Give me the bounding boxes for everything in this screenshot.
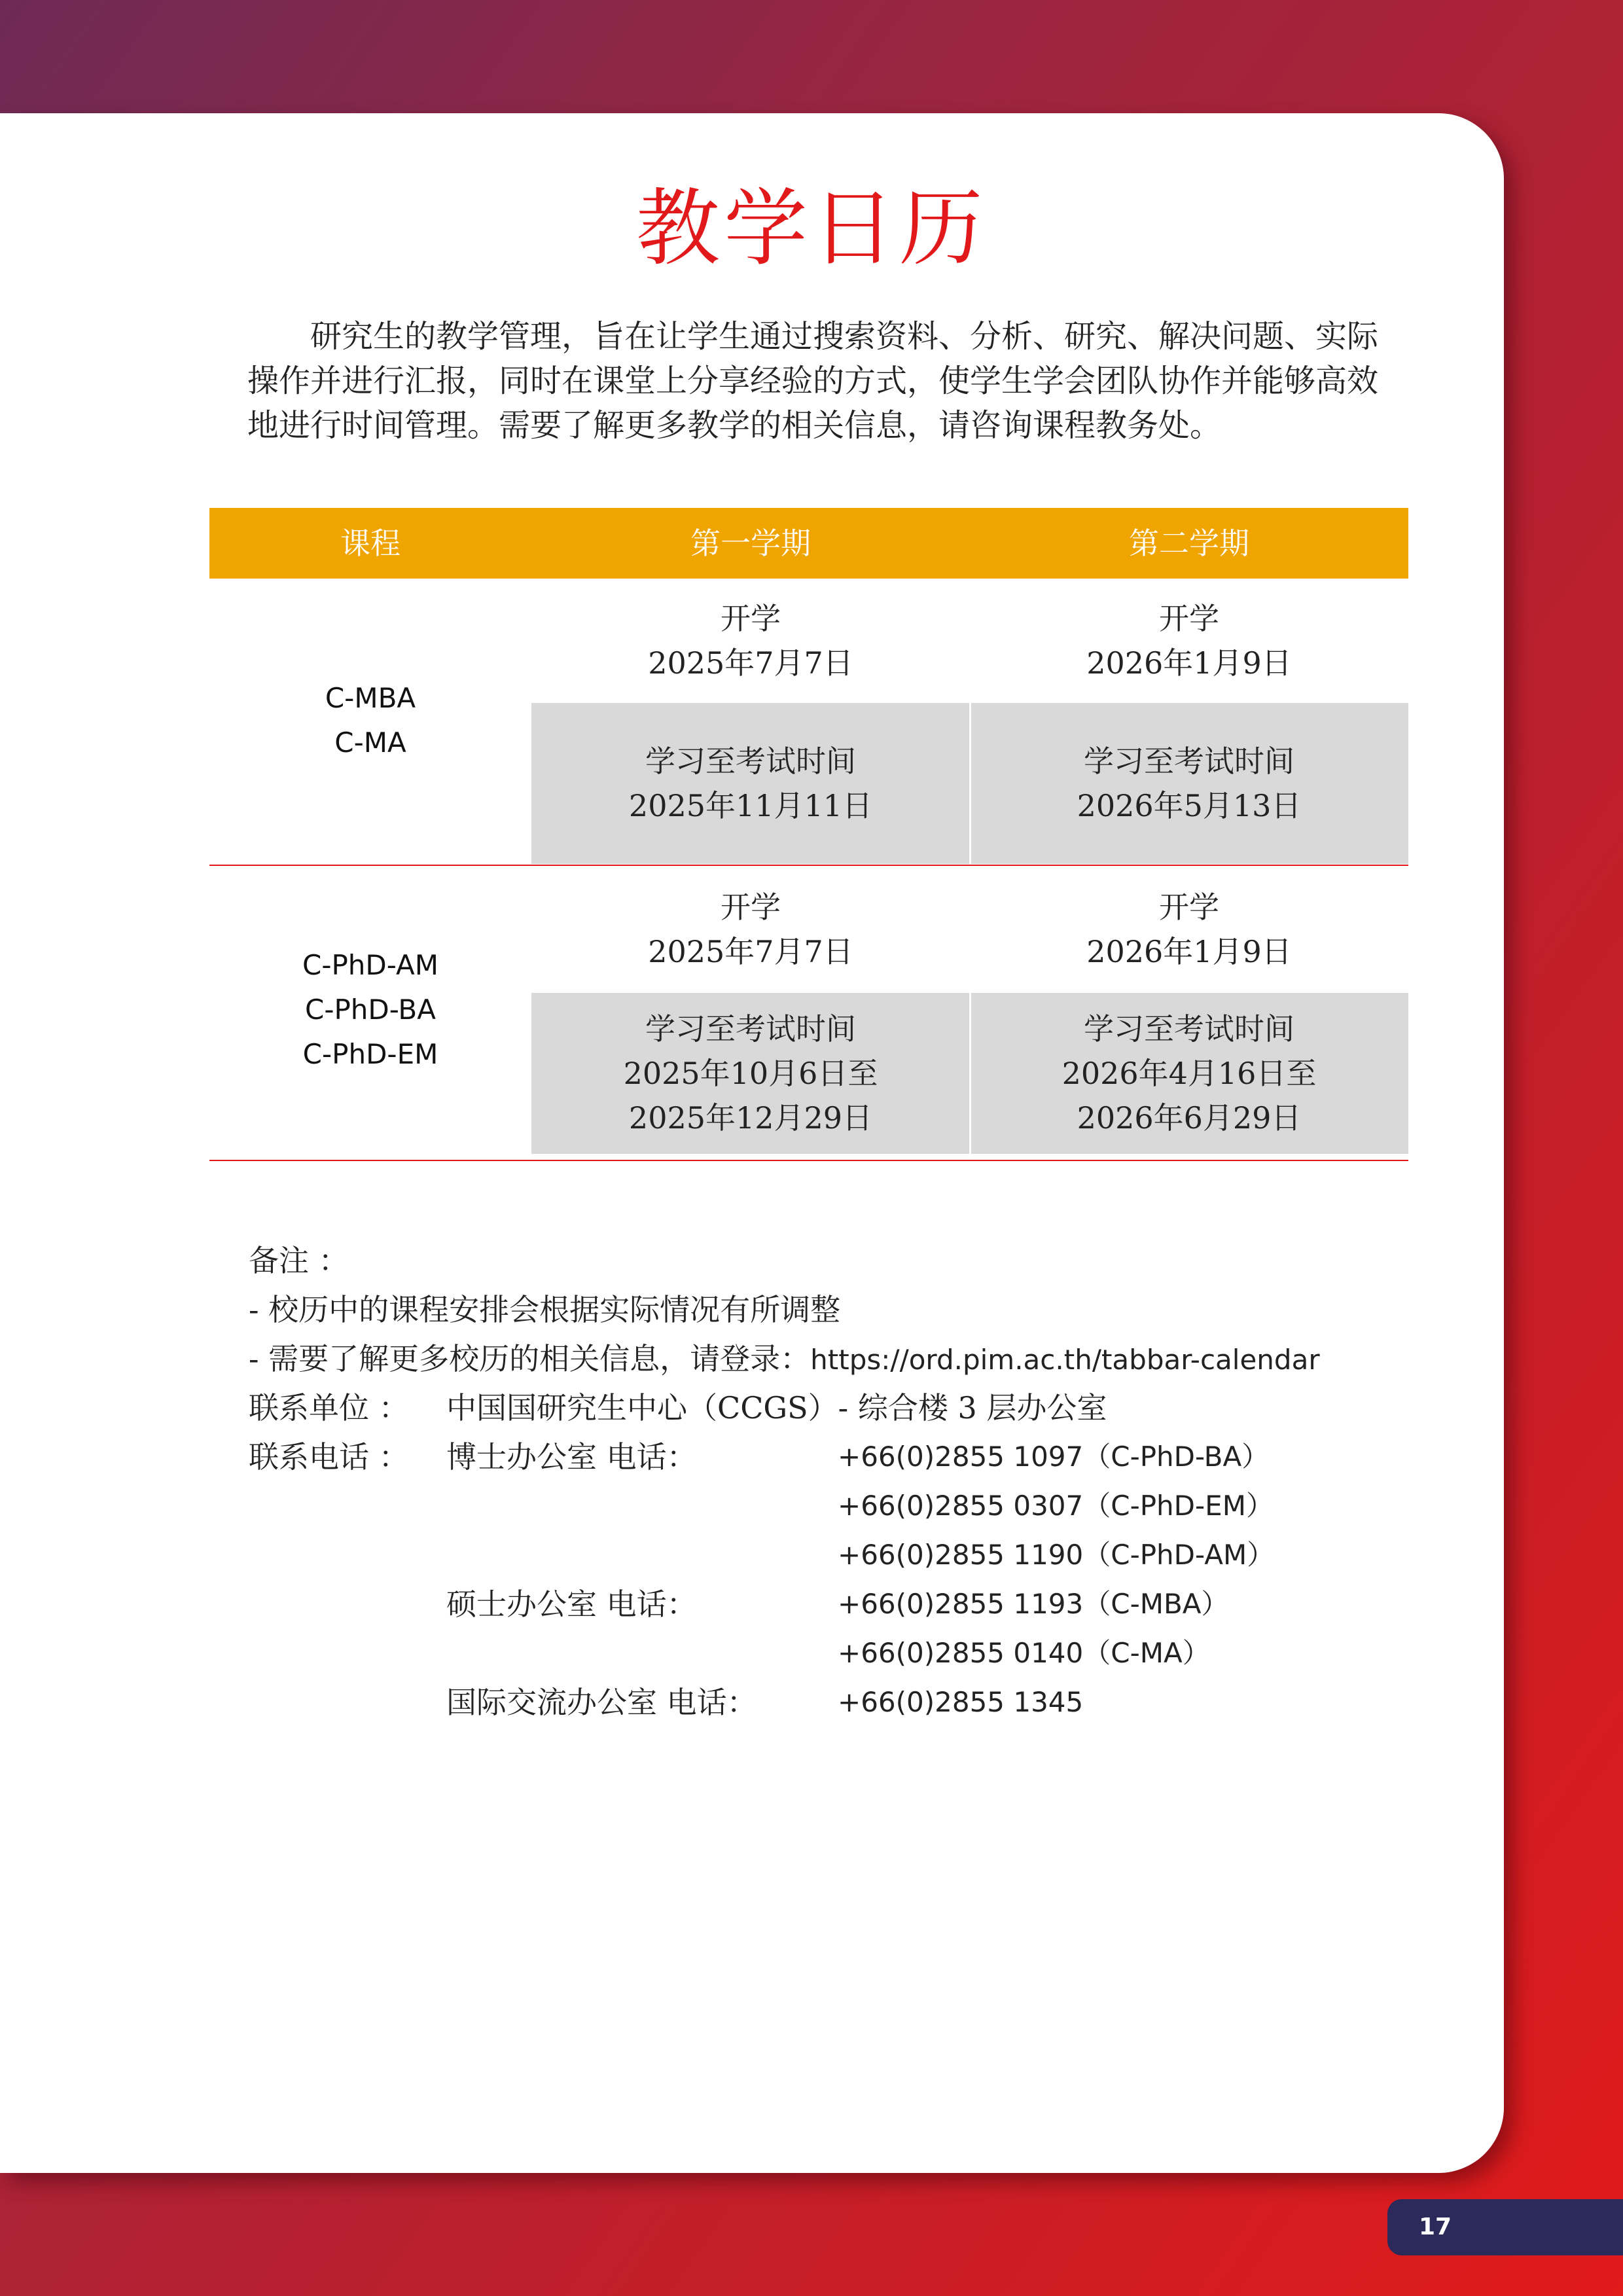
table-header [209, 508, 1408, 579]
study-date: 2025年11月11日 [628, 788, 873, 823]
phone-number: +66(0)2855 1345 [838, 1686, 1084, 1718]
start-label: 开学 [721, 889, 781, 925]
office-name: 国际交流办公室 电话： [446, 1685, 757, 1720]
intro-text: 研究生的教学管理，旨在让学生通过搜索资料、分析、研究、解决问题、实际操作并进行汇报，同时在课堂上分享经验的方式，使学生学会团队协作并能够高效地进行时间管理。需要了解更多教学的相关信息，请咨询课程教务处。 [247, 318, 1379, 444]
page-title: 教学日历 [635, 180, 987, 278]
start-cell [970, 866, 1408, 993]
note-item: - 校历中的课程安排会根据实际情况有所调整 [249, 1292, 841, 1327]
program-cell [209, 579, 531, 863]
contact-unit-label: 联系单位 ： [249, 1390, 409, 1426]
calendar-link[interactable]: https://ord.pim.ac.th/tabbar-calendar [810, 1344, 1320, 1376]
office-name: 硕士办公室 电话： [446, 1587, 697, 1622]
study-date: 2026年5月13日 [1077, 788, 1302, 823]
start-date: 2026年1月9日 [1086, 934, 1292, 969]
start-label: 开学 [721, 601, 781, 636]
start-cell [531, 579, 970, 703]
study-cell [531, 703, 970, 864]
contact-phone-label: 联系电话 ： [249, 1439, 409, 1475]
row-divider [209, 1160, 1408, 1161]
program-cell [209, 866, 531, 1154]
office-name: 博士办公室 电话： [446, 1439, 697, 1475]
study-cell [531, 993, 970, 1154]
start-date: 2025年7月7日 [648, 934, 853, 969]
study-date: 2025年10月6日至 [623, 1056, 878, 1091]
study-date: 2026年6月29日 [1077, 1100, 1302, 1136]
start-cell [970, 579, 1408, 703]
notes-heading: 备注 ： [249, 1243, 349, 1278]
note-text: - 需要了解更多校历的相关信息，请登录： [249, 1341, 811, 1376]
page-number-badge [1387, 2199, 1623, 2255]
header-semester-1: 第一学期 [690, 526, 811, 561]
study-label: 学习至考试时间 [645, 1011, 856, 1047]
program-name: C-PhD-AM [302, 949, 438, 981]
contact-unit-value: 中国国研究生中心（CCGS）- 综合楼 3 层办公室 [446, 1390, 1107, 1426]
study-cell [970, 703, 1408, 864]
program-name: C-PhD-EM [302, 1038, 438, 1070]
phone-number: +66(0)2855 1193（C-MBA） [838, 1588, 1229, 1620]
phone-number: +66(0)2855 0307（C-PhD-EM） [838, 1490, 1274, 1522]
start-date: 2025年7月7日 [648, 645, 853, 681]
intro-paragraph [247, 314, 1386, 448]
header-program: 课程 [340, 526, 401, 561]
study-date: 2025年12月29日 [628, 1100, 873, 1136]
program-name: C-PhD-BA [305, 994, 436, 1026]
note-item [249, 1339, 1320, 1380]
column-divider [969, 993, 971, 1154]
program-name: C-MA [334, 726, 406, 759]
phone-number: +66(0)2855 0140（C-MA） [838, 1637, 1210, 1669]
phone-number: +66(0)2855 1190（C-PhD-AM） [838, 1539, 1275, 1571]
column-divider [969, 703, 971, 864]
page-number: 17 [1419, 2214, 1452, 2240]
start-label: 开学 [1159, 601, 1219, 636]
start-cell [531, 866, 970, 993]
study-date: 2026年4月16日至 [1061, 1056, 1317, 1091]
start-label: 开学 [1159, 889, 1219, 925]
program-name: C-MBA [325, 682, 416, 714]
study-cell [970, 993, 1408, 1154]
phone-number: +66(0)2855 1097（C-PhD-BA） [838, 1441, 1270, 1473]
header-semester-2: 第二学期 [1129, 526, 1249, 561]
start-date: 2026年1月9日 [1086, 645, 1292, 681]
study-label: 学习至考试时间 [645, 744, 856, 779]
study-label: 学习至考试时间 [1084, 1011, 1294, 1047]
study-label: 学习至考试时间 [1084, 744, 1294, 779]
